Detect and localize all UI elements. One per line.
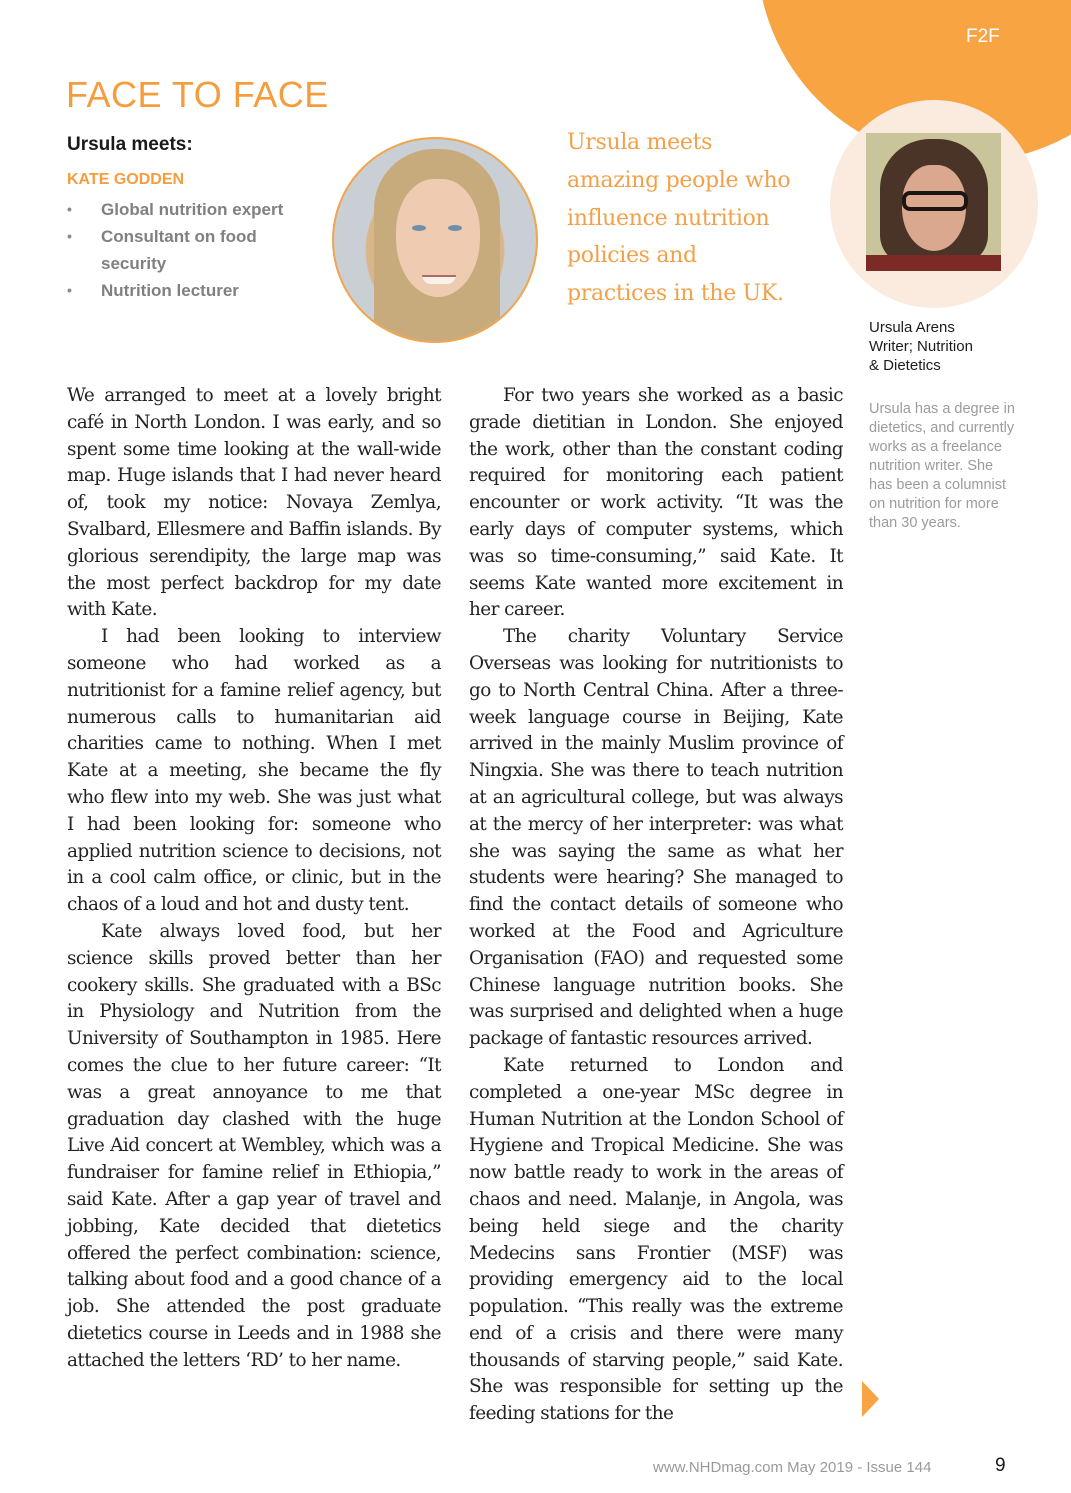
article-column-left bbox=[67, 383, 441, 1374]
author-name: Ursula Arens bbox=[869, 319, 955, 336]
article-paragraph: Kate always loved food, but her science skills proved better than her cookery skills. She graduated with a BSc in Physiology and Nutrition from the University of Southampton in 1985. Here comes the clue to her future career: “It was a great annoyance to me that graduation day clashed with the huge Live Aid concert at Wembley, which was a fundraiser for famine relief in Ethiopia,” said Kate. After a gap year of travel and jobbing, Kate decided that dietetics offered the perfect combination: science, talking about food and a good chance of a job. She attended the post graduate dietetics course in Leeds and in 1988 she attached the letters ‘RD’ to her name. bbox=[67, 920, 441, 1371]
article-paragraph: Kate returned to London and completed a one-year MSc degree in Human Nutrition at the London School of Hygiene and Tropical Medicine. She was now battle ready to work in the areas of chaos and need. Malanje, in Angola, was being held siege and the charity Medecins sans Frontier (MSF) was providing emergency aid to the local population. “This really was the extreme end of a crisis and there were many thousands of starving people,” said Kate. She was responsible for setting up the feeding stations for the bbox=[469, 1054, 843, 1425]
portrait-eye bbox=[412, 225, 426, 231]
role-item: • Nutrition lecturer bbox=[67, 277, 317, 304]
triangle-right-icon bbox=[862, 1381, 879, 1417]
portrait-clothing bbox=[866, 255, 1001, 271]
portrait-glasses bbox=[902, 191, 968, 211]
role-item: • Consultant on food security bbox=[67, 223, 317, 277]
portrait-smile bbox=[422, 275, 456, 284]
article-paragraph: The charity Voluntary Service Overseas was looking for nutritionists to go to North Central China. After a three-week language course in Beijing, Kate arrived in the mainly Muslim province of Ningxia. She was there to teach nutrition at an agricultural college, but was always at the mercy of her interpreter: was what she was saying the same as what her students were hearing? She managed to find the contact details of someone who worked at the Food and Agriculture Organisation (FAO) and requested some Chinese language nutrition books. She was surprised and delighted when a huge package of fantastic resources arrived. bbox=[469, 626, 843, 1050]
author-bio: Ursula has a degree in dietetics, and currently works as a freelance nutrition writer. She has been a columnist on nutrition for more than 30 years. bbox=[869, 401, 1015, 531]
article-column-right bbox=[469, 383, 843, 1428]
author-role: Writer; Nutrition bbox=[869, 338, 973, 355]
author-portrait bbox=[866, 133, 1001, 271]
subject-roles-list bbox=[67, 196, 317, 304]
author-role-cont: & Dietetics bbox=[869, 357, 941, 374]
section-tag: F2F bbox=[966, 26, 1000, 47]
subject-name: KATE GODDEN bbox=[67, 171, 185, 188]
article-paragraph: We arranged to meet at a lovely bright café in North London. I was early, and so spent some time looking at the wall-wide map. Huge islands that I had never heard of, took my notice: Novaya Zemlya, Svalbard, Ellesmere and Baffin islands. By glorious serendipity, the large map was the most perfect backdrop for my date with Kate. bbox=[67, 385, 441, 621]
subject-portrait bbox=[332, 137, 538, 343]
portrait-eye bbox=[448, 225, 462, 231]
footer-publication: www.NHDmag.com May 2019 - Issue 144 bbox=[653, 1459, 932, 1476]
article-paragraph: For two years she worked as a basic grade dietitian in London. She enjoyed the work, other than the constant coding required for monitoring each patient encounter or work activity. “It was the early days of computer systems, which was so time-consuming,” said Kate. It seems Kate wanted more excitement in her career. bbox=[469, 385, 843, 621]
meets-label: Ursula meets: bbox=[67, 134, 193, 155]
pull-quote: Ursula meets amazing people who influence nutrition policies and practices in the UK. bbox=[567, 130, 791, 307]
article-paragraph: I had been looking to interview someone who had worked as a nutritionist for a famine relief agency, but numerous calls to humanitarian aid charities came to nothing. When I met Kate at a meeting, she became the fly who flew into my web. She was just what I had been looking for: someone who applied nutrition science to decisions, not in a cool calm office, or clinic, but in the chaos of a loud and hot and dusty tent. bbox=[67, 626, 441, 916]
page-title: FACE TO FACE bbox=[66, 74, 329, 115]
role-item: • Global nutrition expert bbox=[67, 196, 317, 223]
page-number: 9 bbox=[995, 1455, 1006, 1476]
author-byline bbox=[869, 318, 1029, 375]
